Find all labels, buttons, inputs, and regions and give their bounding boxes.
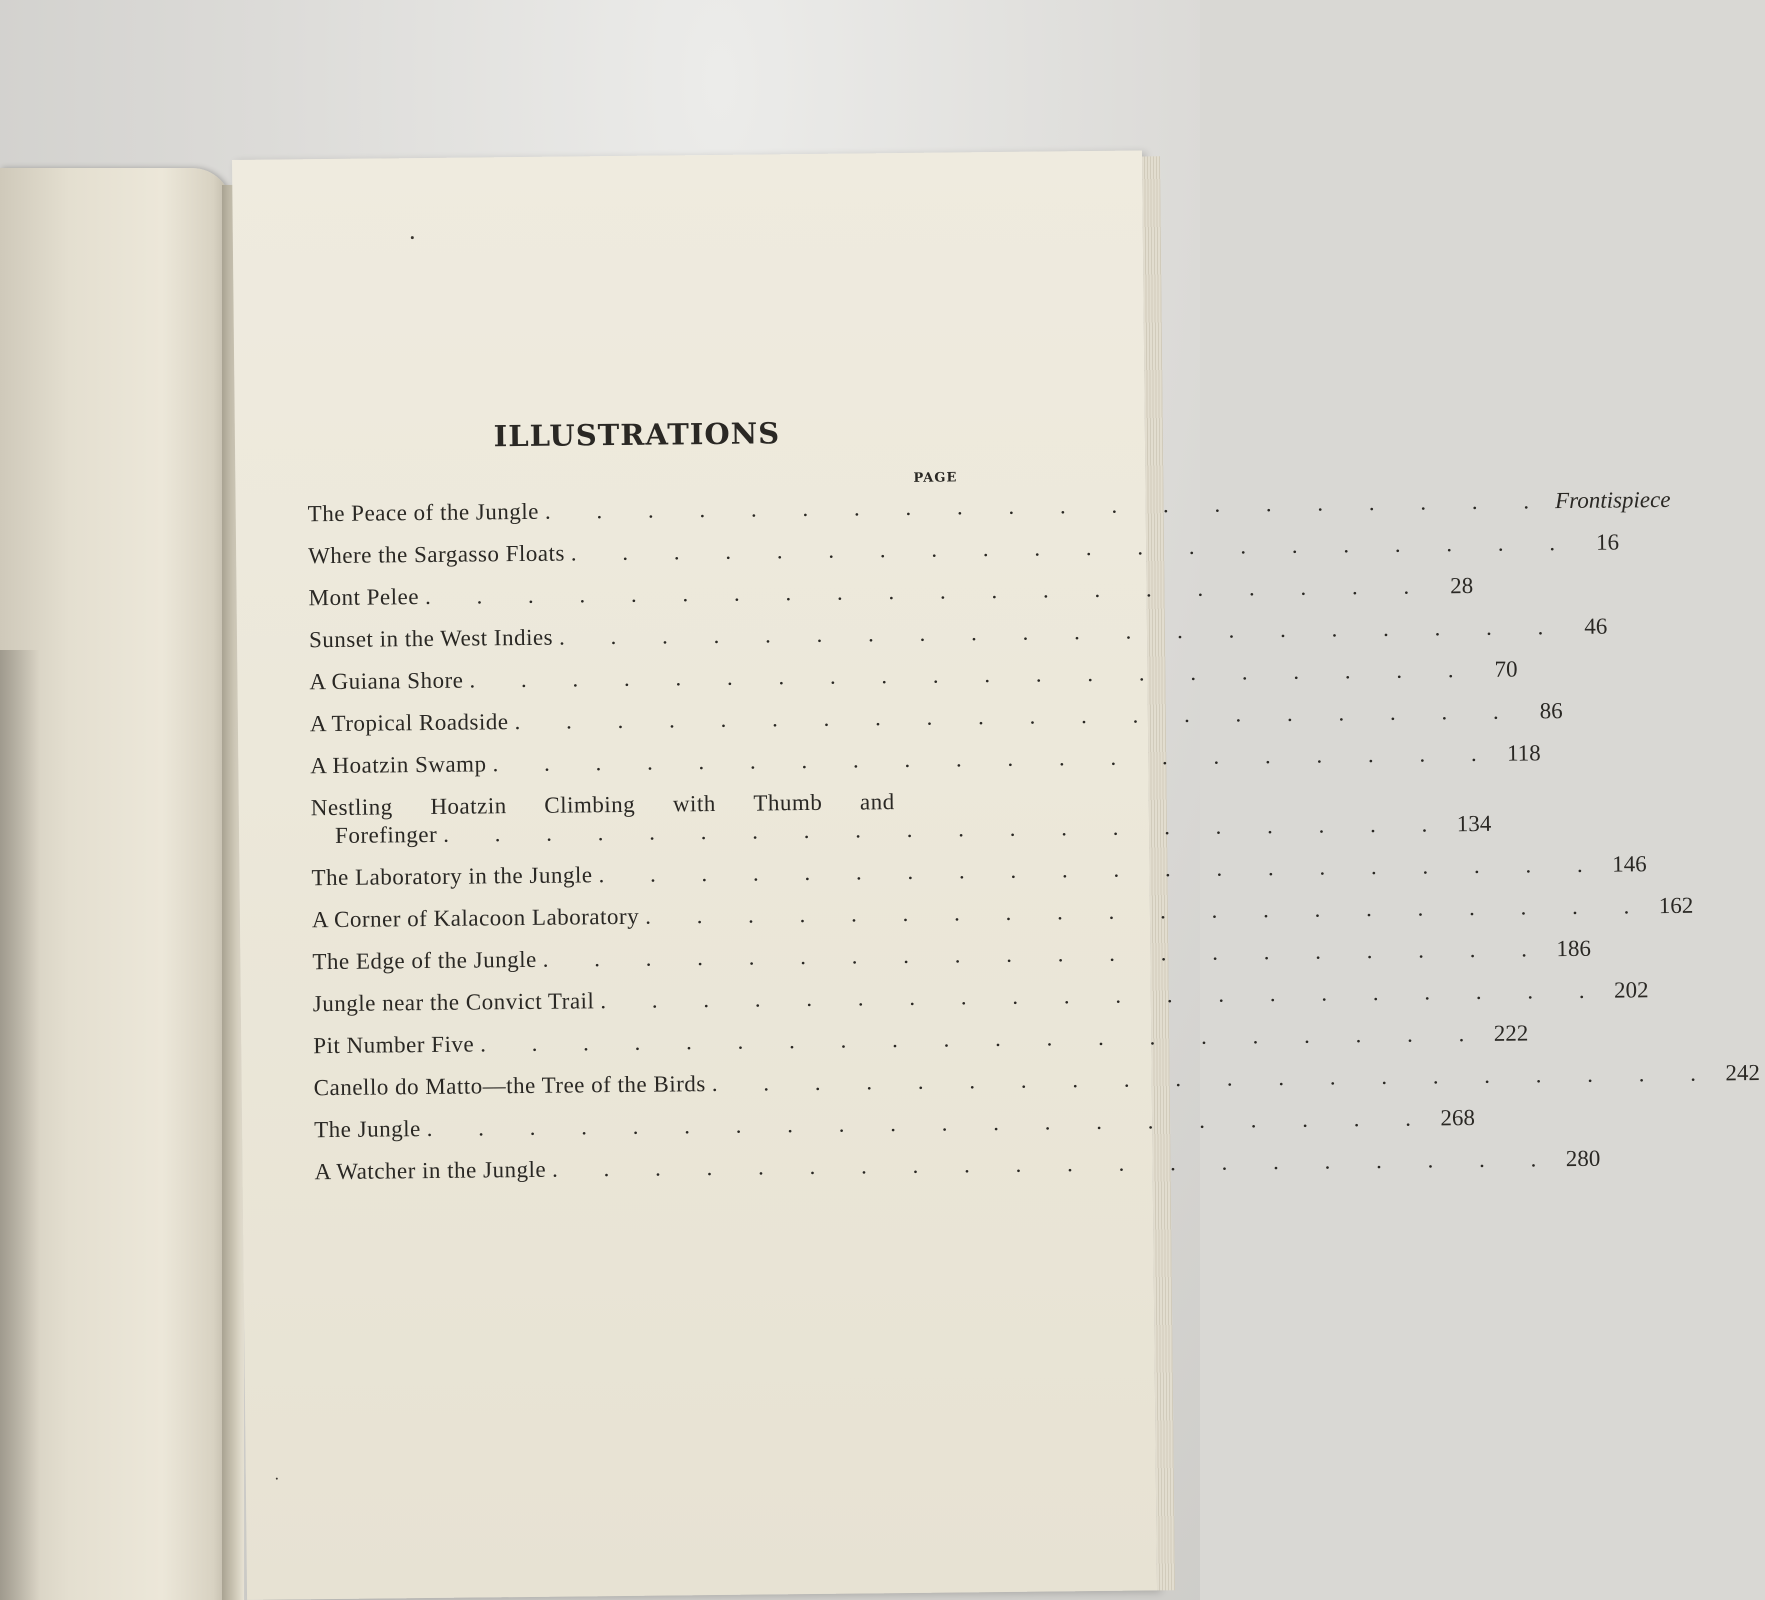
entry-label: A Hoatzin Swamp [310, 751, 487, 779]
list-item [309, 698, 1563, 752]
entry-page: 162 [1658, 892, 1694, 919]
entry-page: 28 [1450, 573, 1474, 599]
entry-label: Canello do Matto—the Tree of the Birds [313, 1071, 706, 1101]
leader-dots: . . . . . . . . . . . . . . . . . . . . [426, 1105, 1432, 1142]
entry-label: The Peace of the Jungle [307, 498, 540, 527]
list-item [311, 851, 1647, 906]
entry-word: with [672, 790, 716, 817]
entry-word: Thumb [753, 789, 823, 816]
entry-page: 46 [1584, 613, 1608, 639]
list-item [308, 529, 1620, 584]
entry-label: A Corner of Kalacoon Laboratory [311, 903, 640, 933]
leader-dots: . . . . . . . . . . . . . . . . . . . . [544, 488, 1550, 524]
page-title: ILLUSTRATIONS [493, 416, 781, 454]
leader-dots: . . . . . . . . . . . . . . . . . . . . [514, 698, 1519, 735]
list-item [313, 1020, 1529, 1074]
entry-page: 146 [1612, 851, 1647, 877]
entry-page: 70 [1494, 656, 1518, 682]
entry-label: A Guiana Shore [309, 667, 464, 695]
entry-label: The Edge of the Jungle [312, 946, 537, 975]
entry-label: A Watcher in the Jungle [314, 1156, 547, 1185]
entry-page: 222 [1493, 1020, 1529, 1046]
leader-dots: . . . . . . . . . . . . . . . . . . . . [600, 977, 1605, 1014]
entry-page: 86 [1539, 698, 1563, 724]
list-item [313, 1060, 1761, 1116]
entry-label: Mont Pelee [308, 584, 420, 611]
entry-label: Forefinger [334, 821, 438, 848]
list-item [314, 1105, 1476, 1158]
illustrations-list [307, 414, 1761, 1200]
entry-label: A Tropical Roadside [309, 709, 509, 737]
entry-label: Where the Sargasso Floats [308, 540, 565, 569]
leader-dots: . . . . . . . . . . . . . . . . . . . . [443, 811, 1448, 847]
entry-label: The Jungle [314, 1116, 421, 1143]
ink-speck [276, 1478, 278, 1480]
entry-label: The Laboratory in the Jungle [311, 862, 593, 891]
list-item [314, 1145, 1601, 1200]
list-item [310, 740, 1541, 794]
entry-word: and [859, 789, 895, 815]
entry-word: Hoatzin [430, 793, 507, 819]
leader-dots: . . . . . . . . . . . . . . . . . . . . [424, 573, 1430, 610]
entry-label: Jungle near the Convict Trail [312, 988, 595, 1017]
list-item [309, 656, 1518, 710]
list-item [312, 977, 1649, 1032]
entry-label-line2 [311, 810, 1492, 850]
list-item [308, 573, 1474, 626]
entry-word: Climbing [544, 791, 636, 818]
entry-page: 134 [1456, 810, 1492, 837]
list-item [312, 935, 1592, 990]
leader-dots: . . . . . . . . . . . . . . . . . . . . [558, 614, 1564, 650]
leader-dots: . . . . . . . . . . . . . . . . . . . . [598, 851, 1603, 888]
ink-speck [411, 236, 414, 239]
list-item [310, 787, 1492, 850]
entry-word: Nestling [310, 794, 393, 821]
entry-page: 16 [1595, 529, 1620, 555]
leader-dots: . . . . . . . . . . . . . . . . . . . . [479, 1020, 1485, 1057]
entry-page: 118 [1506, 740, 1541, 766]
leader-dots: . . . . . . . . . . . . . . . . . . . . [469, 657, 1474, 693]
entry-page: 202 [1613, 977, 1649, 1003]
leader-dots: . . . . . . . . . . . . . . . . . . . . [711, 1060, 1717, 1097]
entry-page: 186 [1556, 935, 1592, 962]
list-item [311, 892, 1694, 948]
leader-dots: . . . . . . . . . . . . . . . . . . . . [542, 936, 1548, 972]
entry-page: 268 [1440, 1105, 1476, 1131]
leader-dots: . . . . . . . . . . . . . . . . . . . . [492, 740, 1497, 777]
book-page [232, 150, 1761, 1599]
list-item [308, 613, 1608, 668]
left-shadow [0, 650, 40, 1600]
leader-dots: . . . . . . . . . . . . . . . . . . . . [551, 1146, 1557, 1182]
leader-dots: . . . . . . . . . . . . . . . . . . . . [644, 893, 1650, 929]
page-column-header: PAGE [913, 470, 958, 486]
entry-label: Pit Number Five [313, 1031, 475, 1059]
entry-page: 280 [1565, 1145, 1601, 1172]
entry-page: Frontispiece [1554, 486, 1671, 514]
entry-label: Sunset in the West Indies [308, 624, 554, 653]
leader-dots: . . . . . . . . . . . . . . . . . . . . [570, 529, 1576, 566]
entry-page: 242 [1725, 1060, 1761, 1086]
